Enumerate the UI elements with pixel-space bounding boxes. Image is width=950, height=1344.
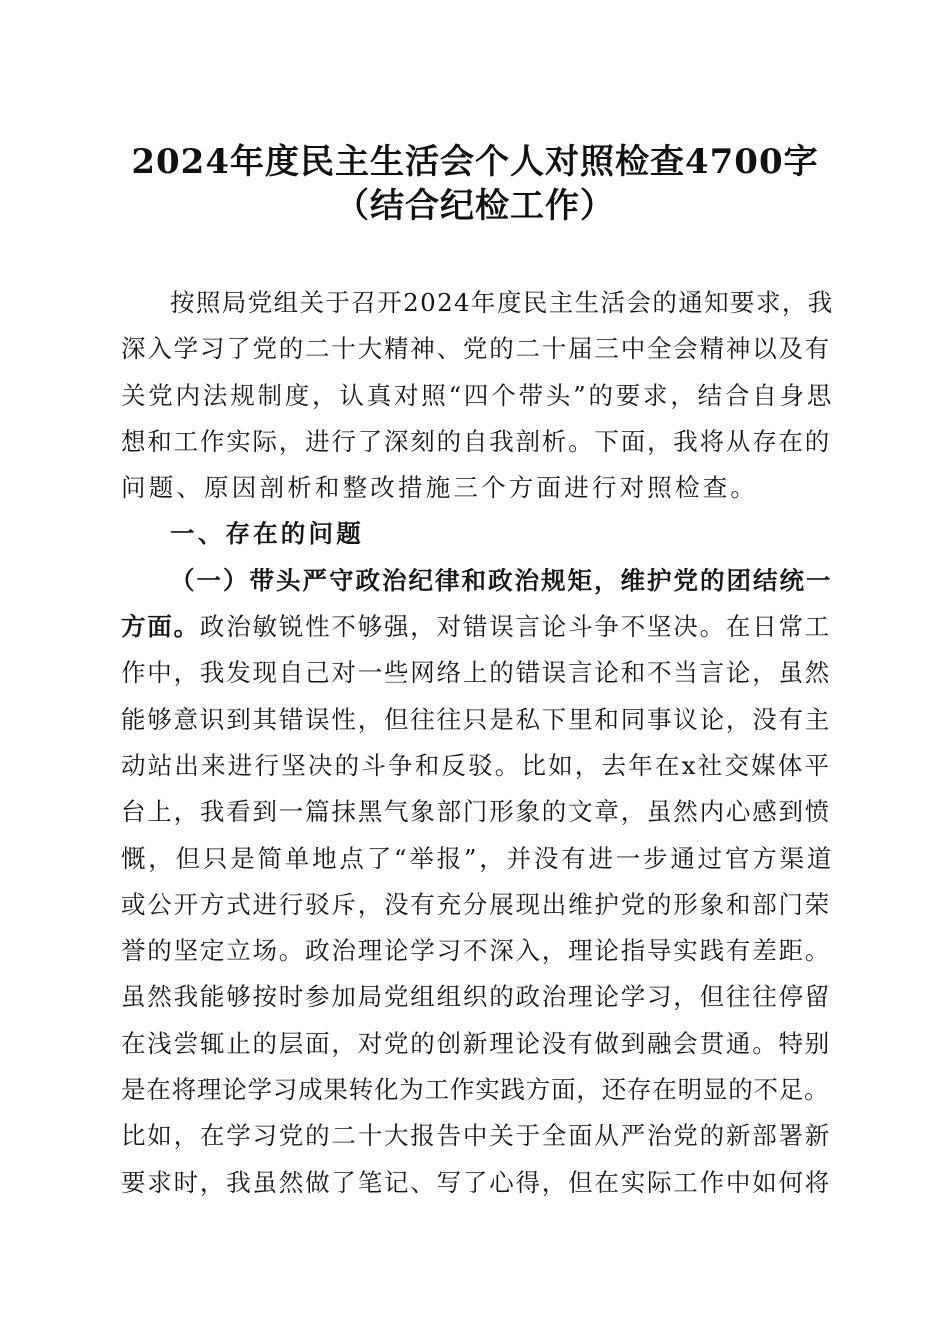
paragraph-line: 或公开方式进行驳斥，没有充分展现出维护党的形象和部门荣: [121, 889, 832, 919]
paragraph-line: 能够意识到其错误性，但往往只是私下里和同事议论，没有主: [121, 704, 832, 734]
intro-line: 想和工作实际，进行了深刻的自我剖析。下面，我将从存在的: [121, 426, 832, 456]
paragraph-line: 台上，我看到一篇抹黑气象部门形象的文章，虽然内心感到愤: [121, 797, 832, 827]
paragraph-line: 虽然我能够按时参加局党组组织的政治理论学习，但往往停留: [121, 982, 832, 1012]
intro-line: 深入学习了党的二十大精神、党的二十届三中全会精神以及有: [121, 334, 832, 364]
section-heading: 一、存在的问题: [170, 519, 364, 549]
paragraph-line: 要求时，我虽然做了笔记、写了心得，但在实际工作中如何将: [121, 1167, 832, 1197]
document-title: [100, 140, 850, 228]
subsection-lead: （一）带头严守政治纪律和政治规矩，维护党的团结统一: [170, 565, 833, 595]
paragraph-line: 作中，我发现自己对一些网络上的错误言论和不当言论，虽然: [121, 658, 832, 688]
document-body: [121, 280, 833, 1206]
intro-line: 问题、原因剖析和整改措施三个方面进行对照检查。: [121, 473, 759, 503]
paragraph-line: 动站出来进行坚决的斗争和反驳。比如，去年在x社交媒体平: [121, 750, 832, 780]
paragraph-line: 在浅尝辄止的层面，对党的创新理论没有做到融会贯通。特别: [121, 1028, 832, 1058]
paragraph-line: 誉的坚定立场。政治理论学习不深入，理论指导实践有差距。: [121, 936, 832, 966]
intro-line: 按照局党组关于召开2024年度民主生活会的通知要求，我: [170, 288, 834, 317]
paragraph-line: 比如，在学习党的二十大报告中关于全面从严治党的新部署新: [121, 1121, 832, 1151]
title-line-2: （结合纪检工作）: [335, 186, 615, 226]
subsection-line: [121, 604, 833, 650]
subsection-text: 政治敏锐性不够强，对错误言论斗争不坚决。在日常工: [199, 612, 832, 642]
subsection-lead-end: 方面。: [121, 612, 200, 642]
paragraph-line: 慨，但只是简单地点了“举报”，并没有进一步通过官方渠道: [121, 843, 835, 873]
paragraph-line: 是在将理论学习成果转化为工作实践方面，还存在明显的不足。: [121, 1075, 830, 1105]
intro-line: 关党内法规制度，认真对照“四个带头”的要求，结合自身思: [121, 380, 835, 410]
title-line-1: 2024年度民主生活会个人对照检查4700字: [131, 142, 819, 182]
subsection-lead-line: [121, 558, 833, 604]
